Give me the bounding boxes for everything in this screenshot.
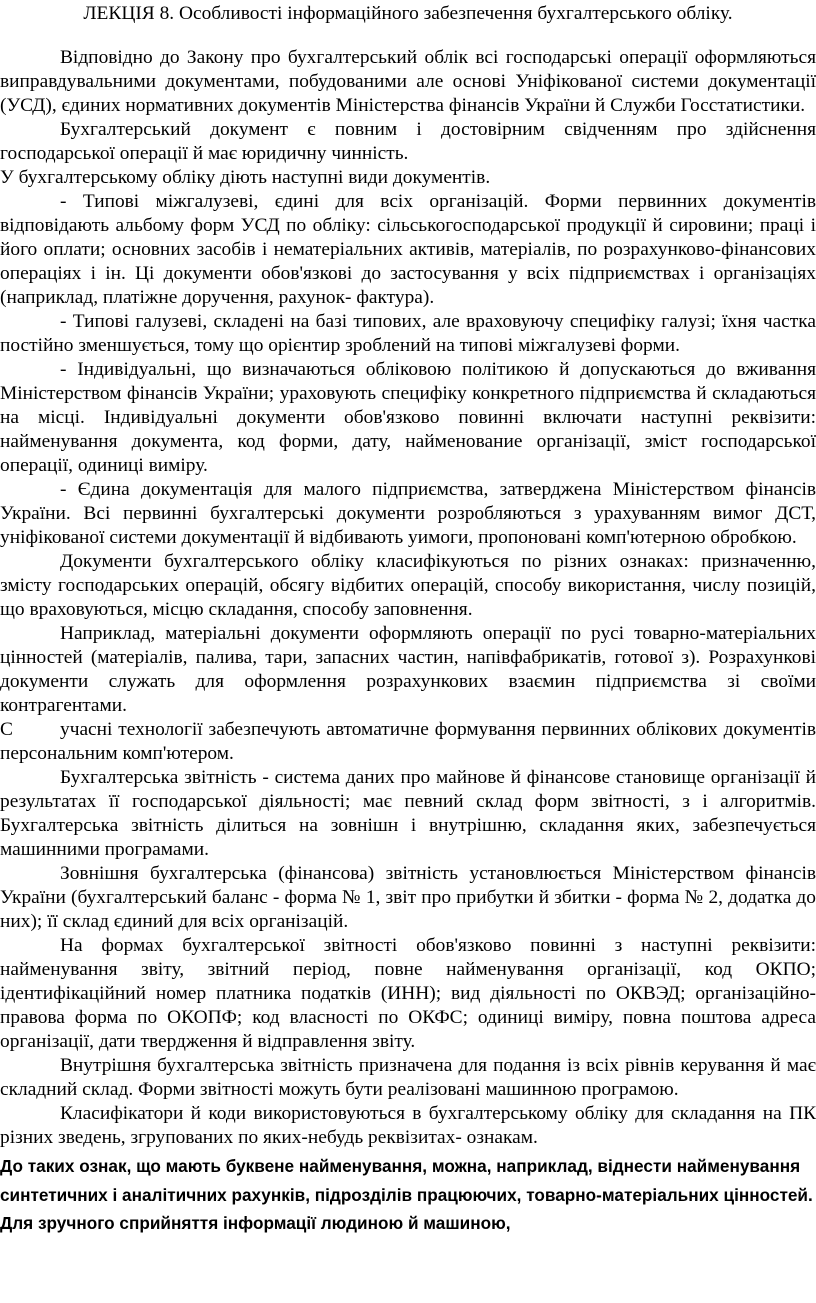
paragraph-bold-features: До таких ознак, що мають буквене найменування, можна, наприклад, віднести найменування синтетичних і аналітичних рахунків, підрозділів працюючих, товарно-матеріальних цінностей. Для зручного сприйняття інформації людиною й машиною,	[0, 1156, 813, 1233]
paragraph-document-types-intro: У бухгалтерському обліку діють наступні види документів.	[0, 167, 491, 188]
paragraph-type-sectoral: - Типові галузеві, складені на базі типових, але враховуючу специфіку галузі; їхня частка постійно зменшується, тому що орієнтир зроблений на типові міжгалузеві форми.	[0, 311, 816, 356]
paragraph-type-small-enterprise: - Єдина документація для малого підприємства, затверджена Міністерством фінансів України. Всі первинні бухгалтерські документи розробляються з урахуванням вимог ДСТ, уніфікованої системи документації й відбивають уимоги, пропоновані комп'ютерною обробкою.	[0, 479, 816, 548]
paragraph-document-definition: Бухгалтерський документ є повним і достовірним свідченням про здійснення господарської операції й має юридичну чинність.	[0, 119, 816, 164]
paragraph-external-reporting: Зовнішня бухгалтерська (фінансова) звітність установлюється Міністерством фінансів України (бухгалтерський баланс - форма № 1, звіт про прибутки й збитки - форма № 2, додатка до них); її склад єдиний для всіх організацій.	[0, 863, 816, 932]
spacer	[0, 26, 816, 46]
paragraph-reporting-definition: Бухгалтерська звітність - система даних про майнове й фінансове становище організації й результатах її господарської діяльності; має певний склад форм звітності, з і алгоритмів. Бухгалтерська звітність ділиться на зовнішн і внутрішню, складання яких, забезпечується машинними програмами.	[0, 767, 816, 860]
paragraph-example: Наприклад, матеріальні документи оформляють операції по русі товарно-матеріальних цінностей (матеріалів, палива, тари, запасних частин, напівфабрикатів, готової з). Розрахункові документи служать для оформлення розрахункових взаємин підприємства зі своїми контрагентами.	[0, 623, 816, 716]
paragraph-modern-technologies	[0, 718, 816, 766]
paragraph-modern-technologies-text: учасні технології забезпечують автоматичне формування первинних облікових документів персональним комп'ютером.	[0, 719, 816, 764]
paragraph-type-intersectoral: - Типові міжгалузеві, єдині для всіх організацій. Форми первинних документів відповідають альбому форм УСД по обліку: сільськогосподарської продукції й сировини; праці і його оплати; основних засобів і нематеріальних активів, матеріалів, по розрахунково-фінансових операціях і ін. Ці документи обов'язкові до застосування у всіх підприємствах і організаціях (наприклад, платіжне доручення, рахунок- фактура).	[0, 191, 816, 308]
paragraph-law: Відповідно до Закону про бухгалтерський облік всі господарські операції оформляються виправдувальними документами, побудованими але основі Уніфікованої системи документації (УСД), єдиних нормативних документів Міністерства фінансів України й Служби Госстатистики.	[0, 47, 816, 116]
paragraph-internal-reporting: Внутрішня бухгалтерська звітність призначена для подання із всіх рівнів керування й має складний склад. Форми звітності можуть бути реалізовані машинною програмою.	[0, 1055, 816, 1100]
lecture-title: ЛЕКЦІЯ 8. Особливості інформаційного забезпечення бухгалтерського обліку.	[83, 3, 733, 24]
paragraph-classifiers: Класифікатори й коди використовуються в бухгалтерському обліку для складання на ПК різних зведень, згрупованих по яких-небудь реквізитах- ознакам.	[0, 1103, 816, 1148]
paragraph-reporting-requisites: На формах бухгалтерської звітності обов'язково повинні з наступні реквізити: найменування звіту, звітний період, повне найменування організації, код ОКПО; ідентифікаційний номер платника податків (ИНН); вид діяльності по ОКВЭД; організаційно-правова форма по ОКОПФ; код власності по ОКФС; одиниці виміру, повна поштова адреса організації, дати твердження й відправлення звіту.	[0, 935, 816, 1052]
hanging-letter: С	[0, 719, 13, 740]
paragraph-type-individual: - Індивідуальні, що визначаються обліковою політикою й допускаються до вживання Міністерством фінансів України; ураховують специфіку конкретного підприємства й складаються на місці. Індивідуальні документи обов'язково повинні включати наступні реквізити: найменування документа, код форми, дату, найменование організації, зміст господарської операції, одиниці виміру.	[0, 359, 816, 476]
paragraph-classification: Документи бухгалтерського обліку класифікуються по різних ознаках: призначенню, змісту господарських операцій, обсягу відбитих операцій, способу використання, числу позицій, що враховуються, місцю складання, способу заповнення.	[0, 551, 816, 620]
